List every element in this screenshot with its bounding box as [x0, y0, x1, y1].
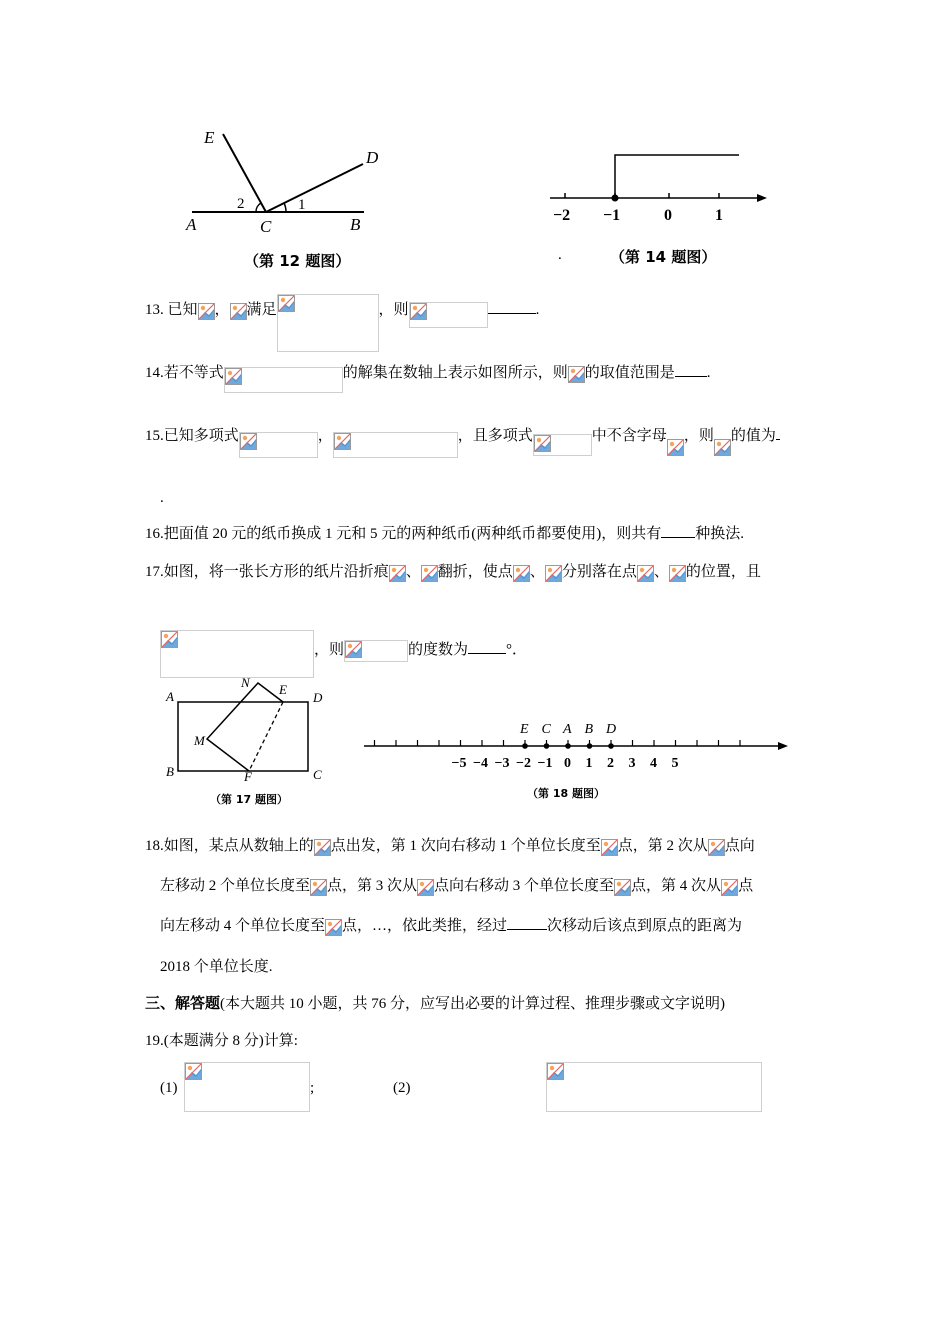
- fig18-caption: （第 18 题图）: [527, 787, 605, 800]
- image-icon: [637, 565, 654, 582]
- question-15-end: .: [160, 490, 164, 506]
- question-18-line1: 18.如图，某点从数轴上的 点出发，第 1 次向右移动 1 个单位长度至 点，第 2 次从 点向: [145, 838, 755, 854]
- formula-image: [224, 367, 343, 393]
- image-icon: [230, 303, 247, 320]
- label-b: B: [166, 764, 174, 779]
- question-13: 13. 已知 ， 满足 ，则 .: [145, 294, 539, 320]
- image-icon: [667, 439, 684, 456]
- figure-14: [545, 148, 775, 228]
- image-icon: [314, 839, 331, 856]
- fig14-caption: （第 14 题图）: [610, 248, 717, 266]
- tick-0: 0: [664, 207, 672, 224]
- label-e: E: [204, 128, 215, 147]
- formula-image: [344, 640, 408, 662]
- point-b: [587, 743, 593, 749]
- angle-1: 1: [298, 197, 306, 213]
- point-label-b: B: [584, 722, 594, 737]
- point-label-a: A: [563, 722, 572, 737]
- figure-17: [160, 675, 340, 785]
- image-icon: [513, 565, 530, 582]
- image-icon: [669, 565, 686, 582]
- figure-18: [360, 715, 792, 775]
- fig17-caption: （第 17 题图）: [210, 793, 288, 806]
- tick-label: −2: [516, 756, 531, 771]
- formula-image: [277, 294, 379, 352]
- question-19-separator: ;: [310, 1080, 315, 1096]
- question-18-line4: 2018 个单位长度.: [160, 959, 273, 975]
- point-label-e: E: [520, 722, 529, 737]
- rectangle-fold-diagram: [160, 675, 340, 785]
- question-15: 15.已知多项式 ， ，且多项式 中不含字母 ，则 的值为: [145, 425, 780, 446]
- tick-label: 0: [564, 756, 571, 771]
- formula-image: [160, 630, 314, 678]
- tick-label: 1: [585, 756, 593, 771]
- formula-image: [409, 302, 488, 328]
- question-19-part1-label: (1): [160, 1080, 178, 1096]
- image-icon: [545, 565, 562, 582]
- question-17: 17.如图，将一张长方形的纸片沿折痕 、 翻折，使点 、 分别落在点 、 的位置，且: [145, 564, 761, 580]
- label-c: C: [313, 767, 322, 782]
- question-14: 14.若不等式 的解集在数轴上表示如图所示，则 的取值范围是 .: [145, 362, 711, 383]
- question-19-part2-label: (2): [393, 1080, 411, 1096]
- point-c: [544, 743, 550, 749]
- formula-image: [546, 1062, 762, 1112]
- image-icon: [421, 565, 438, 582]
- image-icon: [325, 919, 342, 936]
- formula-image: [533, 434, 592, 456]
- question-17-cont: ，则 的度数为 °．: [160, 630, 527, 660]
- fig12-caption: （第 12 题图）: [244, 252, 351, 270]
- image-icon: [310, 879, 327, 896]
- image-icon: [708, 839, 725, 856]
- point-label-d: D: [606, 722, 617, 737]
- formula-image: [333, 432, 458, 458]
- label-d: D: [313, 690, 323, 705]
- label-a: A: [166, 689, 174, 704]
- question-19-title: 19.(本题满分 8 分)计算:: [145, 1033, 298, 1049]
- section-3-heading: 三、解答题(本大题共 10 小题，共 76 分，应写出必要的计算过程、推理步骤或文字说明): [145, 996, 726, 1012]
- image-icon: [568, 366, 585, 383]
- number-line-18: [360, 715, 792, 775]
- image-icon: [721, 879, 738, 896]
- question-18-line3: 向左移动 4 个单位长度至 点，…，依此类推，经过 次移动后该点到原点的距离为: [160, 915, 742, 936]
- angle-diagram: [180, 118, 380, 243]
- label-n: N: [241, 675, 250, 690]
- tick-label: −1: [537, 756, 553, 771]
- image-icon: [417, 879, 434, 896]
- image-icon: [198, 303, 215, 320]
- angle-2: 2: [237, 196, 245, 212]
- tick-label: 2: [607, 756, 614, 771]
- tick-label: 3: [628, 756, 636, 771]
- tick-label: −3: [494, 756, 510, 771]
- question-18-line2: 左移动 2 个单位长度至 点，第 3 次从 点向右移动 3 个单位长度至 点，第 4 次从 点: [160, 878, 754, 894]
- formula-image: [184, 1062, 310, 1112]
- point-e: [522, 743, 528, 749]
- tick-label: 4: [650, 756, 657, 771]
- label-e: E: [279, 682, 287, 697]
- tick-1: 1: [715, 207, 723, 224]
- image-icon: [614, 879, 631, 896]
- tick-label: −5: [451, 756, 467, 771]
- formula-image: [239, 432, 318, 458]
- figure-12: [180, 118, 380, 243]
- label-f: F: [244, 769, 252, 784]
- tick-label: 5: [671, 756, 679, 771]
- label-c: C: [260, 217, 272, 236]
- image-icon: [389, 565, 406, 582]
- label-a: A: [186, 215, 197, 234]
- label-d: D: [366, 148, 379, 167]
- label-b: B: [350, 215, 361, 234]
- tick-neg2: −2: [553, 207, 571, 224]
- point-a: [565, 743, 571, 749]
- fig14-dot: .: [558, 247, 562, 263]
- tick-label: −4: [473, 756, 488, 771]
- tick-neg1: −1: [603, 207, 621, 224]
- label-m: M: [194, 733, 205, 748]
- image-icon: [601, 839, 618, 856]
- image-icon: [714, 439, 731, 456]
- number-line-14: [545, 148, 775, 228]
- question-16: 16.把面值 20 元的纸币换成 1 元和 5 元的两种纸币(两种纸币都要使用)，则共有 种换法.: [145, 523, 744, 544]
- point-d: [608, 743, 614, 749]
- point-label-c: C: [541, 722, 551, 737]
